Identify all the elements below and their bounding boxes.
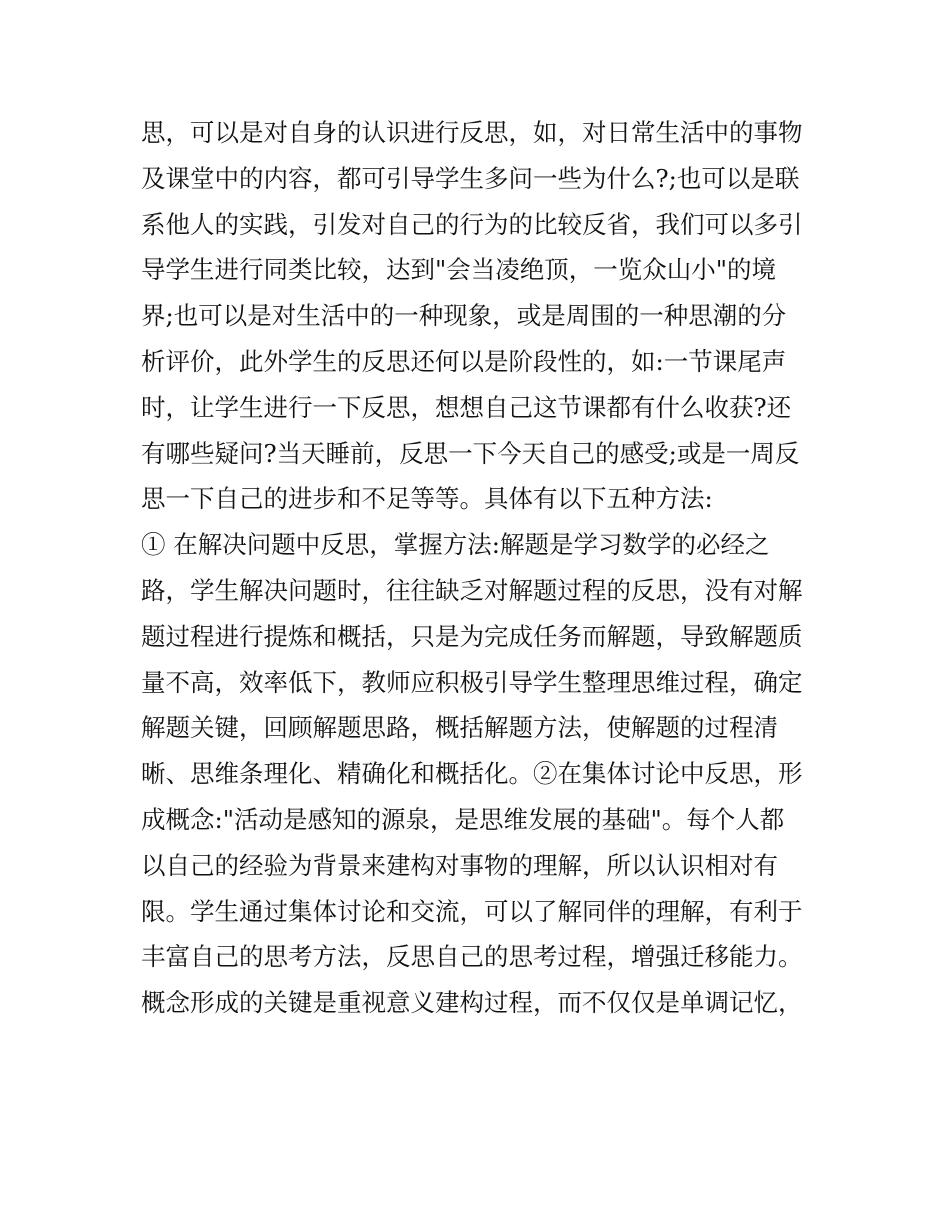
text-line-4: 导学生进行同类比较，达到"会当凌绝顶，一览众山小"的境 (141, 255, 777, 285)
text-line-8: 有哪些疑问?当天睡前，反思一下今天自己的感受;或是一周反 (141, 438, 800, 468)
text-line-7: 时，让学生进行一下反思，想想自己这节课都有什么收获?还 (141, 392, 792, 422)
text-line-13: 量不高，效率低下，教师应积极引导学生整理思维过程，确定 (141, 667, 803, 697)
text-line-2: 及课堂中的内容，都可引导学生多问一些为什么?;也可以是联 (141, 163, 800, 193)
text-line-17: 以自己的经验为背景来建构对事物的理解，所以认识相对有 (141, 850, 778, 880)
body-text (141, 110, 831, 1026)
text-line-15: 晰、思维条理化、精确化和概括化。②在集体讨论中反思，形 (141, 759, 803, 789)
text-line-20: 概念形成的关键是重视意义建构过程，而不仅仅是单调记忆， (141, 988, 803, 1018)
text-line-11: 路，学生解决问题时，往往缺乏对解题过程的反思，没有对解 (141, 575, 803, 605)
text-line-9: 思一下自己的进步和不足等等。具体有以下五种方法: (141, 484, 713, 514)
text-line-12: 题过程进行提炼和概括，只是为完成任务而解题，导致解题质 (141, 621, 803, 651)
text-line-1: 思，可以是对自身的认识进行反思，如，对日常生活中的事物 (141, 118, 803, 147)
text-line-5: 界;也可以是对生活中的一种现象，或是周围的一种思潮的分 (141, 301, 787, 331)
text-line-3: 系他人的实践，引发对自己的行为的比较反省，我们可以多引 (141, 209, 803, 239)
text-line-19: 丰富自己的思考方法，反思自己的思考过程，增强迁移能力。 (141, 942, 803, 972)
text-line-14: 解题关键，回顾解题思路，概括解题方法，使解题的过程清 (141, 713, 778, 743)
text-line-18: 限。学生通过集体讨论和交流，可以了解同伴的理解，有利于 (141, 896, 803, 926)
text-line-16: 成概念:"活动是感知的源泉，是思维发展的基础"。每个人都 (141, 804, 785, 834)
text-line-10: ① 在解决问题中反思，掌握方法:解题是学习数学的必经之 (141, 530, 770, 560)
text-line-6: 析评价，此外学生的反思还何以是阶段性的，如:一节课尾声 (141, 346, 787, 376)
